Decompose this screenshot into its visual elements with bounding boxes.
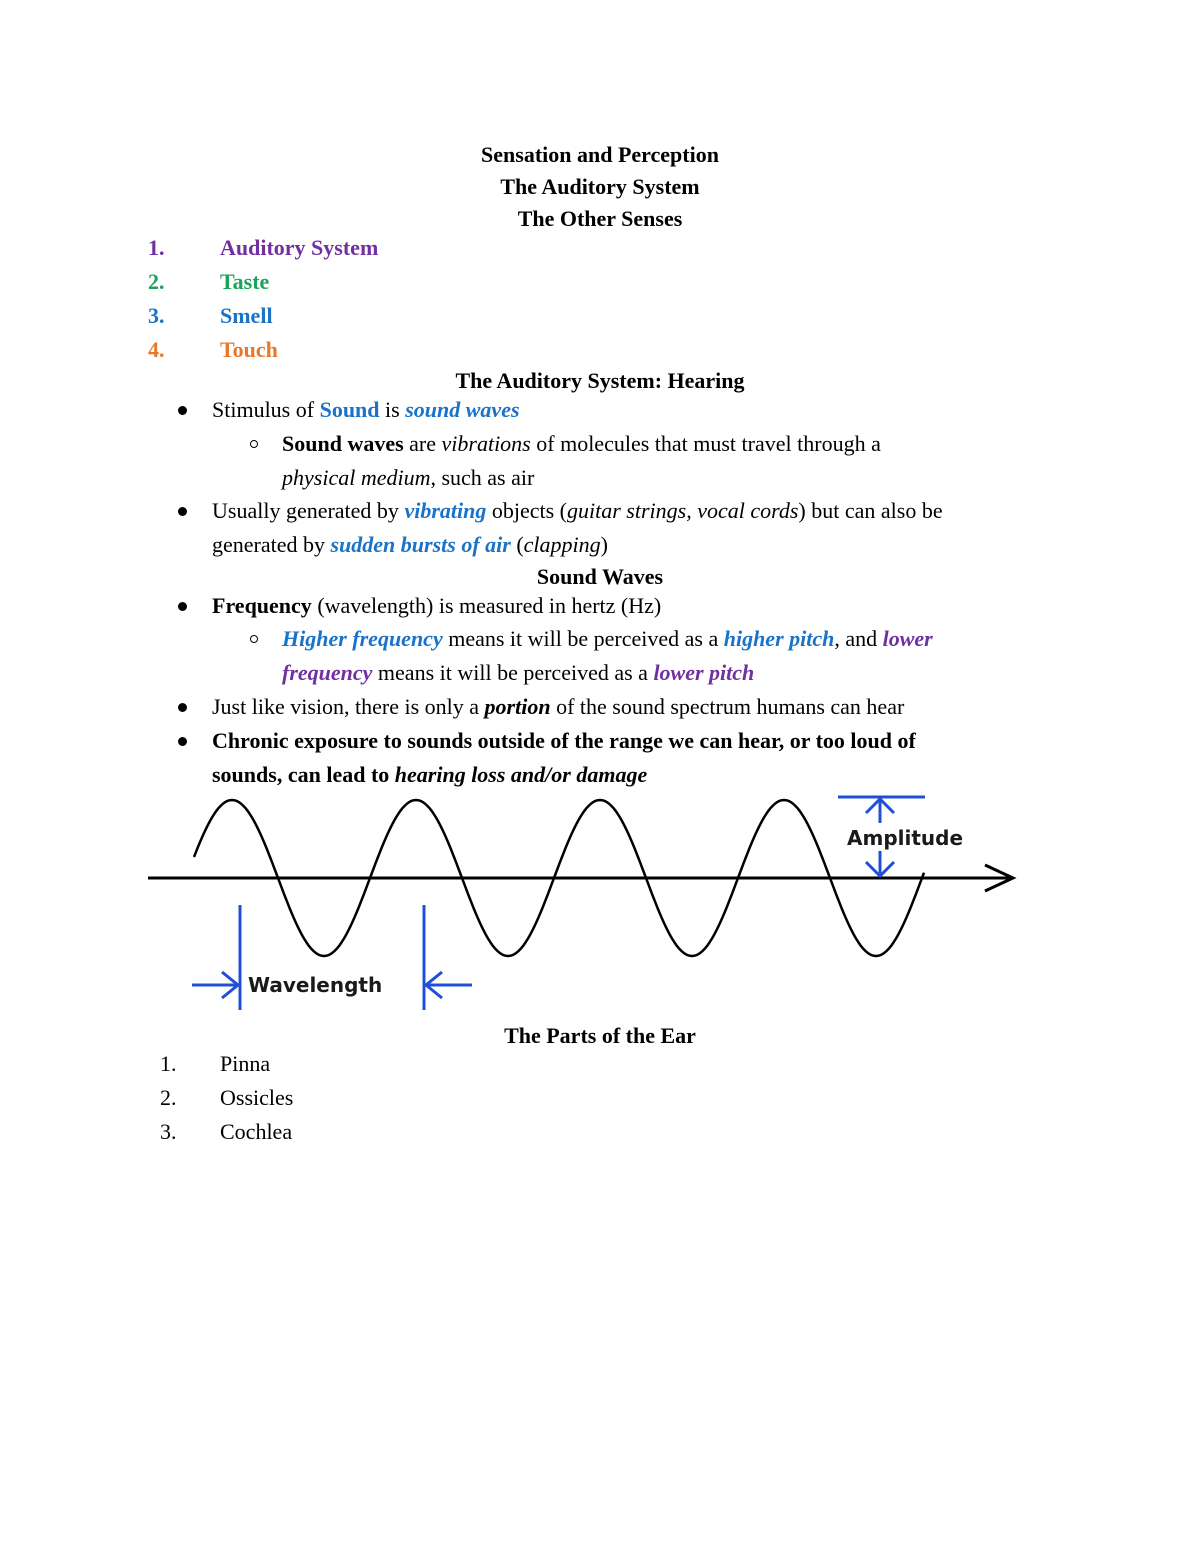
section-heading-hearing: The Auditory System: Hearing xyxy=(455,368,745,393)
bullet-icon xyxy=(178,602,187,611)
bullet-icon xyxy=(178,737,187,746)
bullet-portion: Just like vision, there is only a portion of the sound spectrum humans can hear xyxy=(212,694,905,719)
list-number: 3. xyxy=(148,303,165,328)
ear-part-pinna: Pinna xyxy=(220,1051,271,1076)
bullet-icon xyxy=(178,507,187,516)
bullet-stimulus: Stimulus of Sound is sound waves xyxy=(212,397,520,422)
list-number: 1. xyxy=(160,1051,177,1076)
wavelength-label: Wavelength xyxy=(248,973,383,997)
sub-bullet-icon xyxy=(250,635,258,643)
list-number: 2. xyxy=(160,1085,177,1110)
ear-part-cochlea: Cochlea xyxy=(220,1119,293,1144)
list-item-touch: Touch xyxy=(220,337,278,362)
list-number: 1. xyxy=(148,235,165,260)
bullet-generated-cont: generated by sudden bursts of air (clapping) xyxy=(212,532,608,557)
sub-bullet-pitch: Higher frequency means it will be perceived as a higher pitch, and lower xyxy=(282,626,933,651)
section-heading-sound-waves: Sound Waves xyxy=(536,564,664,589)
doc-subtitle: The Auditory System xyxy=(500,174,700,199)
section-heading-ear: The Parts of the Ear xyxy=(504,1023,696,1048)
sub-bullet-pitch-cont: frequency means it will be perceived as a lower pitch xyxy=(282,660,755,685)
amplitude-label: Amplitude xyxy=(847,826,964,850)
bullet-generated: Usually generated by vibrating objects (guitar strings, vocal cords) but can also be xyxy=(212,498,943,523)
doc-subtitle-2: The Other Senses xyxy=(517,206,683,231)
bullet-frequency: Frequency (wavelength) is measured in hertz (Hz) xyxy=(212,593,662,618)
doc-title: Sensation and Perception xyxy=(481,142,719,167)
list-number: 2. xyxy=(148,269,165,294)
list-item-taste: Taste xyxy=(220,269,270,294)
list-number: 3. xyxy=(160,1119,177,1144)
bullet-chronic: Chronic exposure to sounds outside of the range we can hear, or too loud of xyxy=(212,728,916,753)
sub-bullet-sound-waves-cont: physical medium, such as air xyxy=(282,465,535,490)
list-item-smell: Smell xyxy=(220,303,273,328)
bullet-icon xyxy=(178,703,187,712)
list-number: 4. xyxy=(148,337,165,362)
list-item-auditory: Auditory System xyxy=(220,235,379,260)
bullet-icon xyxy=(178,406,187,415)
sub-bullet-icon xyxy=(250,440,258,448)
ear-part-ossicles: Ossicles xyxy=(220,1085,294,1110)
sub-bullet-sound-waves: Sound waves are vibrations of molecules that must travel through a xyxy=(282,431,881,456)
sound-wave-diagram xyxy=(0,785,1200,1025)
bullet-chronic-cont: sounds, can lead to hearing loss and/or damage xyxy=(212,762,648,787)
